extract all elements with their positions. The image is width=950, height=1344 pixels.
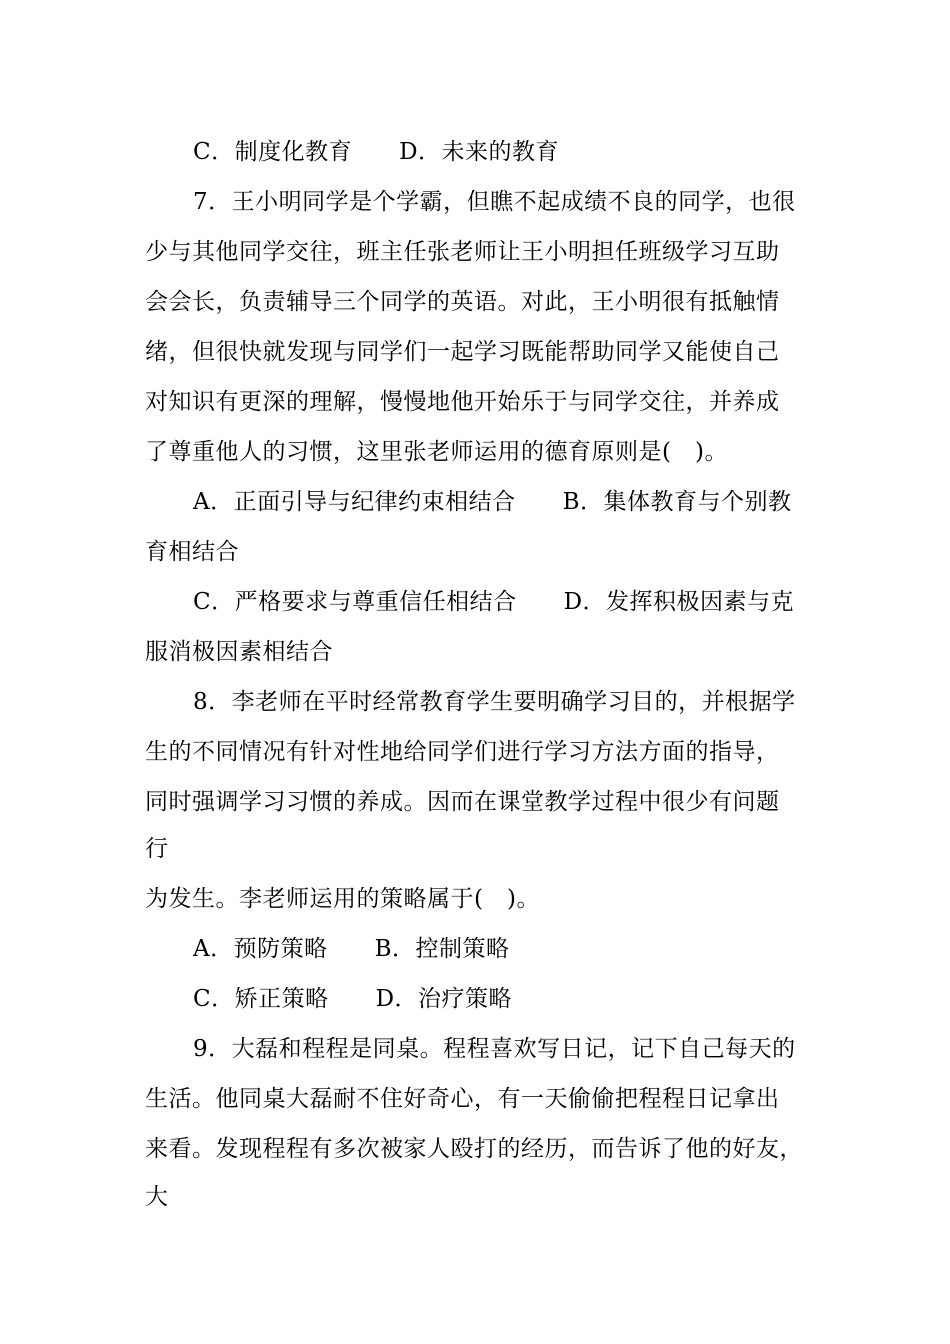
- q8-stem-line-5: 为发生。李老师运用的策略属于( )。: [145, 886, 540, 912]
- q7-option-a-b: A．正面引导与纪律约束相结合 B．集体教育与个别教: [193, 489, 792, 515]
- q6-option-c-d: C．制度化教育 D．未来的教育: [193, 139, 560, 165]
- q8-stem-line-1: 8．李老师在平时经常教育学生要明确学习目的，并根据学: [193, 689, 796, 715]
- q7-stem-line-3: 会会长，负责辅导三个同学的英语。对此，王小明很有抵触情: [145, 289, 780, 315]
- q7-stem-line-2: 少与其他同学交往，班主任张老师让王小明担任班级学习互助: [145, 239, 780, 265]
- q7-stem-line-4: 绪，但很快就发现与同学们一起学习既能帮助同学又能使自己: [145, 339, 780, 365]
- q7-option-b-cont: 育相结合: [145, 539, 239, 565]
- q7-stem-line-5: 对知识有更深的理解，慢慢地他开始乐于与同学交往，并养成: [145, 389, 780, 415]
- q9-stem-line-3: 来看。发现程程有多次被家人殴打的经历，而告诉了他的好友，: [145, 1136, 803, 1162]
- q7-option-d-cont: 服消极因素相结合: [145, 639, 333, 665]
- q7-stem-line-1: 7．王小明同学是个学霸，但瞧不起成绩不良的同学，也很: [193, 189, 796, 215]
- q7-stem-line-6: 了尊重他人的习惯，这里张老师运用的德育原则是( )。: [145, 439, 728, 465]
- q9-stem-line-1: 9．大磊和程程是同桌。程程喜欢写日记，记下自己每天的: [193, 1036, 796, 1062]
- q8-stem-line-2: 生的不同情况有针对性地给同学们进行学习方法方面的指导，: [145, 739, 780, 765]
- q8-stem-line-4: 行: [145, 836, 169, 862]
- q8-option-c-d: C．矫正策略 D．治疗策略: [193, 986, 513, 1012]
- q7-option-c-d: C．严格要求与尊重信任相结合 D．发挥积极因素与克: [193, 589, 795, 615]
- q9-stem-line-4: 大: [145, 1184, 169, 1210]
- q9-stem-line-2: 生活。他同桌大磊耐不住好奇心，有一天偷偷把程程日记拿出: [145, 1086, 780, 1112]
- q8-option-a-b: A．预防策略 B．控制策略: [193, 936, 510, 962]
- q8-stem-line-3: 同时强调学习习惯的养成。因而在课堂教学过程中很少有问题: [145, 789, 780, 815]
